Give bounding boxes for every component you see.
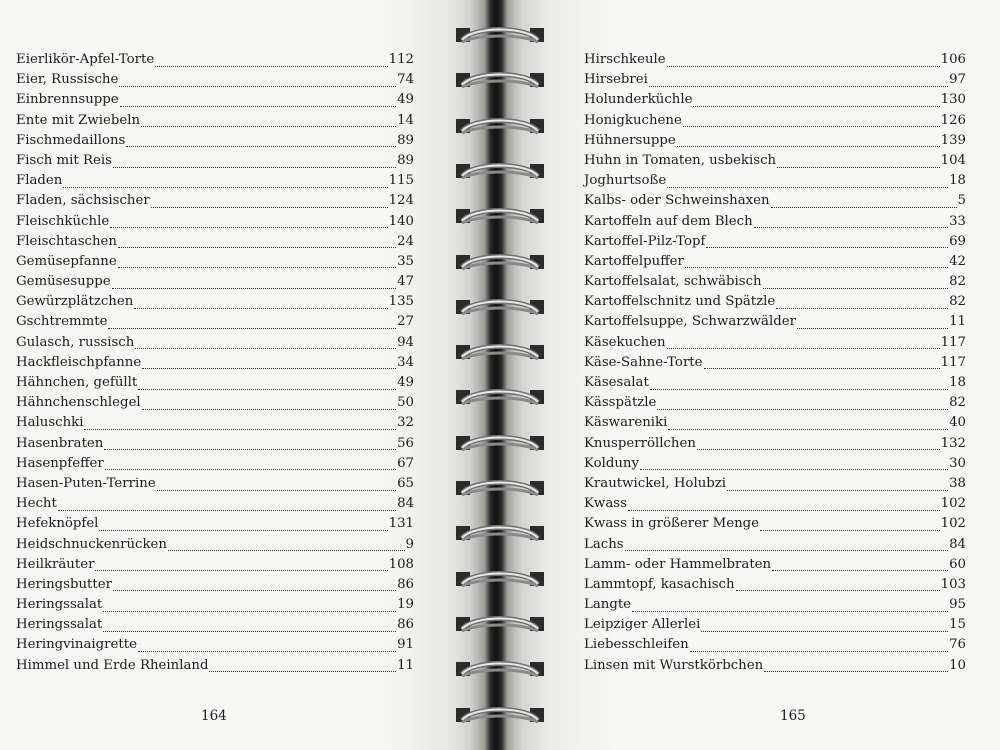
dot-leader	[685, 267, 948, 268]
dot-leader	[667, 348, 940, 349]
entry-name: Käswareniki	[584, 415, 668, 431]
entry-page-number: 49	[397, 375, 414, 390]
index-entry	[16, 355, 414, 375]
index-entry	[584, 314, 966, 334]
entry-page-number: 49	[397, 92, 414, 108]
right-index-list	[584, 52, 966, 678]
entry-page-number: 60	[949, 556, 966, 572]
entry-page-number: 130	[940, 92, 966, 108]
entry-name: Hähnchen, gefüllt	[16, 375, 138, 390]
entry-page-number: 82	[949, 294, 966, 310]
binding-ring	[454, 477, 546, 499]
entry-name: Lammtopf, kasachisch	[584, 576, 735, 592]
entry-name: Kartoffelsuppe, Schwarzwälder	[584, 314, 796, 330]
dot-leader	[157, 490, 396, 491]
dot-leader	[112, 288, 396, 289]
entry-name: Leipziger Allerlei	[584, 617, 701, 633]
entry-name: Hasenbraten	[16, 435, 104, 451]
index-entry	[584, 557, 966, 577]
entry-page-number: 15	[949, 617, 966, 633]
entry-name: Fischmedaillons	[16, 132, 126, 148]
entry-page-number: 139	[940, 132, 966, 148]
entry-name: Käsesalat	[584, 375, 649, 390]
entry-name: Fleischtaschen	[16, 233, 117, 249]
dot-leader	[777, 167, 940, 168]
dot-leader	[209, 671, 396, 672]
entry-page-number: 42	[949, 253, 966, 269]
entry-page-number: 40	[949, 415, 966, 431]
index-entry	[16, 92, 414, 112]
dot-leader	[628, 510, 940, 511]
entry-name: Heringssalat	[16, 597, 103, 613]
spiral-binding	[468, 0, 524, 750]
index-entry	[16, 274, 414, 294]
dot-leader	[649, 86, 948, 87]
index-entry	[584, 193, 966, 213]
entry-page-number: 106	[940, 52, 966, 67]
entry-page-number: 117	[940, 334, 966, 350]
entry-name: Lamm- oder Hammelbraten	[584, 556, 772, 572]
entry-name: Käsekuchen	[584, 334, 666, 350]
index-entry	[584, 92, 966, 112]
dot-leader	[63, 187, 387, 188]
entry-page-number: 115	[388, 173, 414, 189]
index-entry	[584, 537, 966, 557]
index-entry	[16, 637, 414, 657]
entry-page-number: 89	[397, 132, 414, 148]
dot-leader	[736, 590, 940, 591]
entry-page-number: 103	[940, 576, 966, 592]
dot-leader	[657, 409, 948, 410]
entry-name: Kartoffel-Pilz-Topf	[584, 233, 706, 249]
entry-name: Hackfleischpfanne	[16, 354, 142, 370]
entry-name: Kolduny	[584, 455, 639, 471]
index-entry	[584, 516, 966, 536]
entry-name: Hirsebrei	[584, 72, 648, 88]
entry-page-number: 102	[940, 516, 966, 532]
binding-ring	[454, 613, 546, 635]
dot-leader	[151, 207, 388, 208]
entry-page-number: 82	[949, 395, 966, 411]
entry-page-number: 74	[397, 72, 414, 88]
dot-leader	[776, 308, 948, 309]
entry-page-number: 126	[940, 112, 966, 128]
dot-leader	[95, 570, 387, 571]
entry-name: Gulasch, russisch	[16, 334, 135, 350]
dot-leader	[763, 288, 948, 289]
index-entry	[16, 173, 414, 193]
dot-leader	[118, 267, 396, 268]
entry-name: Liebesschleifen	[584, 637, 689, 653]
entry-name: Gewürzplätzchen	[16, 294, 134, 310]
dot-leader	[138, 389, 396, 390]
entry-page-number: 84	[397, 496, 414, 512]
index-entry	[16, 597, 414, 617]
index-entry	[584, 415, 966, 435]
dot-leader	[704, 368, 940, 369]
index-entry	[584, 476, 966, 496]
index-entry	[16, 415, 414, 435]
dot-leader	[126, 146, 396, 147]
dot-leader	[640, 469, 948, 470]
index-entry	[584, 456, 966, 476]
left-page-number: 164	[201, 708, 227, 724]
entry-name: Knusperröllchen	[584, 435, 696, 451]
index-entry	[584, 133, 966, 153]
binding-ring	[454, 69, 546, 91]
entry-page-number: 65	[397, 475, 414, 491]
dot-leader	[690, 651, 948, 652]
entry-page-number: 11	[397, 657, 414, 673]
entry-page-number: 50	[397, 395, 414, 411]
entry-page-number: 24	[397, 233, 414, 249]
entry-name: Gemüsesuppe	[16, 274, 111, 290]
index-entry	[16, 577, 414, 597]
right-page-number: 165	[780, 708, 806, 724]
dot-leader	[632, 611, 948, 612]
entry-name: Fladen, sächsischer	[16, 193, 150, 209]
entry-page-number: 19	[397, 597, 414, 613]
binding-ring	[454, 341, 546, 363]
index-entry	[16, 375, 414, 395]
dot-leader	[625, 550, 948, 551]
dot-leader	[142, 368, 396, 369]
entry-page-number: 47	[397, 274, 414, 290]
dot-leader	[760, 530, 940, 531]
entry-page-number: 84	[949, 536, 966, 552]
dot-leader	[134, 308, 387, 309]
index-entry	[16, 436, 414, 456]
entry-page-number: 30	[949, 455, 966, 471]
dot-leader	[168, 550, 405, 551]
binding-ring	[454, 115, 546, 137]
entry-name: Einbrennsuppe	[16, 92, 119, 108]
index-entry	[584, 274, 966, 294]
binding-ring	[454, 251, 546, 273]
entry-name: Lachs	[584, 536, 624, 552]
entry-page-number: 104	[940, 152, 966, 168]
entry-name: Hecht	[16, 496, 57, 512]
entry-name: Kalbs- oder Schweinshaxen	[584, 193, 770, 209]
dot-leader	[668, 429, 948, 430]
index-entry	[16, 72, 414, 92]
entry-page-number: 34	[397, 354, 414, 370]
index-entry	[584, 153, 966, 173]
index-entry	[584, 637, 966, 657]
index-entry	[16, 294, 414, 314]
dot-leader	[118, 247, 396, 248]
entry-name: Hirschkeule	[584, 52, 666, 67]
index-entry	[16, 456, 414, 476]
entry-page-number: 86	[397, 576, 414, 592]
dot-leader	[99, 530, 387, 531]
dot-leader	[667, 66, 940, 67]
entry-name: Heringssalat	[16, 617, 103, 633]
index-entry	[584, 395, 966, 415]
entry-name: Heringsbutter	[16, 576, 112, 592]
binding-ring	[454, 432, 546, 454]
entry-name: Kartoffelpuffer	[584, 253, 684, 269]
index-entry	[16, 617, 414, 637]
entry-page-number: 97	[949, 72, 966, 88]
index-entry	[16, 395, 414, 415]
binding-ring	[454, 568, 546, 590]
index-entry	[584, 294, 966, 314]
index-entry	[584, 496, 966, 516]
entry-page-number: 135	[388, 294, 414, 310]
entry-name: Honigkuchene	[584, 112, 682, 128]
dot-leader	[104, 449, 396, 450]
dot-leader	[58, 510, 396, 511]
index-entry	[584, 375, 966, 395]
entry-name: Kwass in größerer Menge	[584, 516, 760, 532]
index-entry	[16, 496, 414, 516]
dot-leader	[683, 126, 940, 127]
entry-page-number: 11	[949, 314, 966, 330]
right-page	[520, 0, 1000, 750]
dot-leader	[797, 328, 948, 329]
entry-page-number: 91	[397, 637, 414, 653]
entry-page-number: 32	[397, 415, 414, 431]
binding-ring	[454, 704, 546, 726]
index-entry	[584, 355, 966, 375]
entry-page-number: 18	[949, 375, 966, 390]
index-entry	[584, 597, 966, 617]
index-entry	[584, 617, 966, 637]
entry-page-number: 102	[940, 496, 966, 512]
index-entry	[584, 173, 966, 193]
entry-name: Kartoffelsalat, schwäbisch	[584, 274, 762, 290]
entry-page-number: 76	[949, 637, 966, 653]
entry-page-number: 5	[957, 193, 966, 209]
binding-ring	[454, 386, 546, 408]
dot-leader	[771, 207, 957, 208]
entry-name: Langte	[584, 597, 632, 613]
entry-page-number: 95	[949, 597, 966, 613]
dot-leader	[693, 106, 939, 107]
dot-leader	[155, 66, 387, 67]
entry-name: Eier, Russische	[16, 72, 119, 88]
entry-page-number: 10	[949, 657, 966, 673]
dot-leader	[142, 409, 396, 410]
binding-ring	[454, 160, 546, 182]
entry-name: Ente mit Zwiebeln	[16, 112, 141, 128]
entry-name: Kwass	[584, 496, 627, 512]
entry-page-number: 14	[397, 112, 414, 128]
index-entry	[16, 335, 414, 355]
entry-page-number: 33	[949, 213, 966, 229]
dot-leader	[103, 611, 396, 612]
entry-page-number: 112	[388, 52, 414, 67]
index-entry	[16, 153, 414, 173]
entry-name: Hefeknöpfel	[16, 516, 99, 532]
dot-leader	[138, 651, 396, 652]
dot-leader	[701, 631, 948, 632]
dot-leader	[772, 570, 948, 571]
index-entry	[584, 577, 966, 597]
index-entry	[16, 658, 414, 678]
entry-page-number: 89	[397, 152, 414, 168]
index-entry	[16, 314, 414, 334]
dot-leader	[103, 631, 396, 632]
index-entry	[16, 52, 414, 72]
entry-page-number: 56	[397, 435, 414, 451]
entry-name: Hasen-Puten-Terrine	[16, 475, 156, 491]
index-entry	[16, 537, 414, 557]
entry-name: Fleischküchle	[16, 213, 110, 229]
entry-name: Eierlikör-Apfel-Torte	[16, 52, 155, 67]
dot-leader	[113, 167, 396, 168]
entry-name: Fisch mit Reis	[16, 152, 112, 168]
index-entry	[584, 658, 966, 678]
entry-name: Hähnchenschlegel	[16, 395, 141, 411]
entry-name: Gschtremmte	[16, 314, 108, 330]
left-page	[0, 0, 472, 750]
dot-leader	[650, 389, 948, 390]
index-entry	[584, 52, 966, 72]
entry-name: Kartoffeln auf dem Blech	[584, 213, 753, 229]
binding-ring	[454, 296, 546, 318]
index-entry	[16, 516, 414, 536]
entry-name: Himmel und Erde Rheinland	[16, 657, 209, 673]
dot-leader	[119, 86, 396, 87]
index-entry	[584, 113, 966, 133]
entry-name: Joghurtsoße	[584, 173, 667, 189]
dot-leader	[120, 106, 396, 107]
entry-name: Heidschnuckenrücken	[16, 536, 167, 552]
index-entry	[584, 214, 966, 234]
index-entry	[16, 133, 414, 153]
dot-leader	[764, 671, 948, 672]
entry-page-number: 140	[388, 213, 414, 229]
entry-page-number: 69	[949, 233, 966, 249]
entry-page-number: 86	[397, 617, 414, 633]
dot-leader	[667, 187, 948, 188]
index-entry	[16, 214, 414, 234]
entry-page-number: 132	[940, 435, 966, 451]
entry-name: Gemüsepfanne	[16, 253, 117, 269]
entry-page-number: 9	[405, 536, 414, 552]
entry-page-number: 124	[388, 193, 414, 209]
entry-page-number: 117	[940, 354, 966, 370]
entry-page-number: 131	[388, 516, 414, 532]
index-entry	[16, 254, 414, 274]
entry-name: Kässpätzle	[584, 395, 657, 411]
entry-page-number: 108	[388, 556, 414, 572]
index-entry	[16, 193, 414, 213]
index-entry	[584, 234, 966, 254]
entry-name: Krautwickel, Holubzi	[584, 475, 727, 491]
index-entry	[16, 234, 414, 254]
left-index-list	[16, 52, 414, 678]
dot-leader	[141, 126, 396, 127]
entry-name: Käse-Sahne-Torte	[584, 354, 703, 370]
entry-name: Linsen mit Wurstkörbchen	[584, 657, 764, 673]
index-entry	[584, 72, 966, 92]
dot-leader	[754, 227, 948, 228]
binding-ring	[454, 522, 546, 544]
entry-page-number: 94	[397, 334, 414, 350]
entry-name: Fladen	[16, 173, 63, 189]
dot-leader	[108, 328, 396, 329]
dot-leader	[727, 490, 948, 491]
entry-page-number: 27	[397, 314, 414, 330]
entry-page-number: 35	[397, 253, 414, 269]
entry-name: Heringvinaigrette	[16, 637, 137, 653]
dot-leader	[105, 469, 396, 470]
entry-name: Holunderküchle	[584, 92, 693, 108]
dot-leader	[135, 348, 396, 349]
binding-ring	[454, 24, 546, 46]
entry-name: Huhn in Tomaten, usbekisch	[584, 152, 777, 168]
entry-page-number: 38	[949, 475, 966, 491]
dot-leader	[113, 590, 396, 591]
entry-page-number: 67	[397, 455, 414, 471]
dot-leader	[697, 449, 940, 450]
dot-leader	[706, 247, 948, 248]
index-entry	[584, 254, 966, 274]
dot-leader	[84, 429, 396, 430]
index-entry	[16, 113, 414, 133]
entry-page-number: 82	[949, 274, 966, 290]
binding-ring	[454, 658, 546, 680]
entry-name: Hühnersuppe	[584, 132, 676, 148]
entry-name: Hasenpfeffer	[16, 455, 104, 471]
entry-page-number: 18	[949, 173, 966, 189]
entry-name: Haluschki	[16, 415, 84, 431]
binding-ring	[454, 205, 546, 227]
index-entry	[16, 557, 414, 577]
index-entry	[584, 335, 966, 355]
entry-name: Heilkräuter	[16, 556, 95, 572]
dot-leader	[677, 146, 940, 147]
dot-leader	[110, 227, 387, 228]
index-entry	[584, 436, 966, 456]
index-entry	[16, 476, 414, 496]
entry-name: Kartoffelschnitz und Spätzle	[584, 294, 776, 310]
